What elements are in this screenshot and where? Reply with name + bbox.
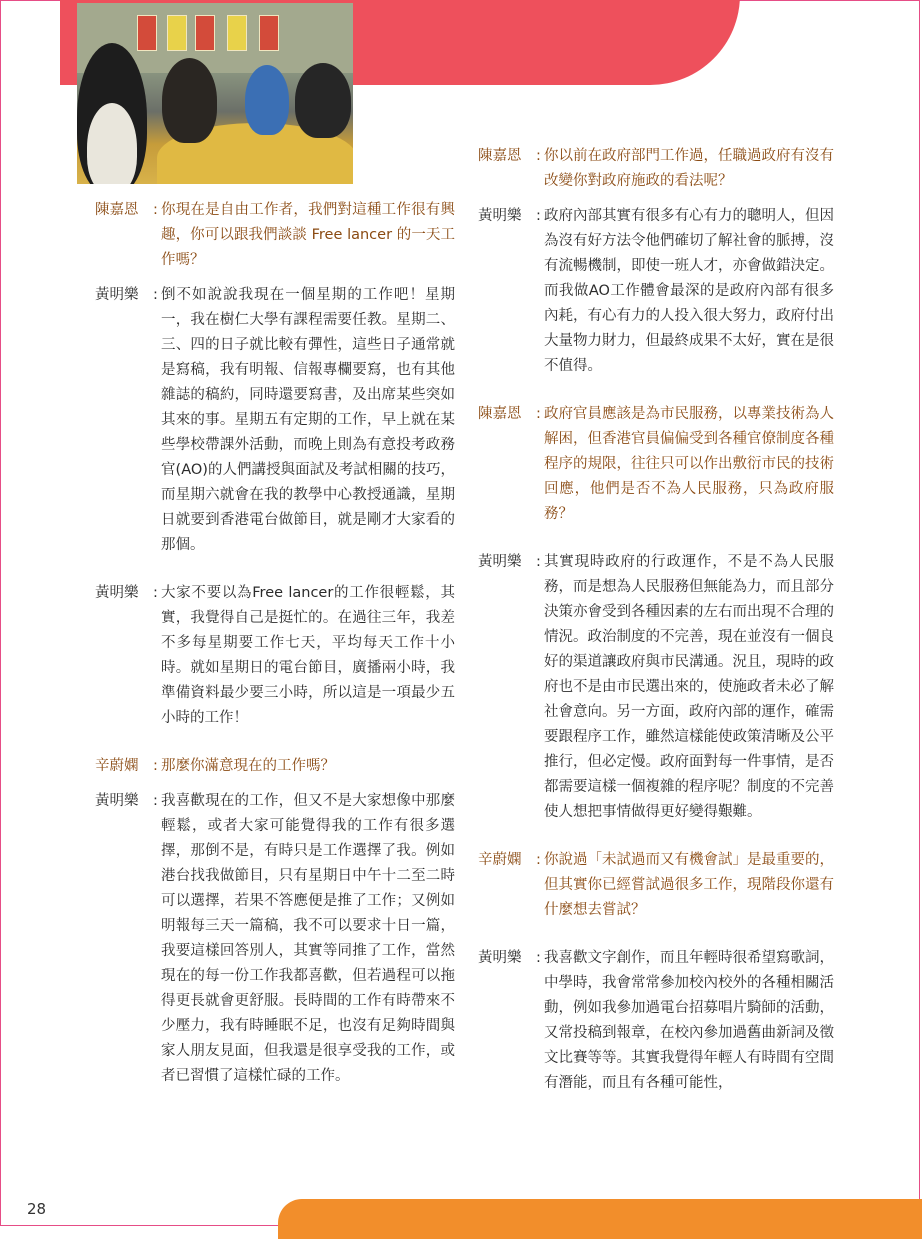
dialogue-entry: 黃明樂 : 其實現時政府的行政運作，不是不為人民服務，而是想為人民服務但無能為力，而且部分決策亦會受到各種因素的左右而出現不合理的情況。政治制度的不完善，現在並沒有一個良好的渠道讓政府與市民溝通。況且，現時的政府也不是由市民選出來的，使施政者未必了解社會意向。另一方面，政府內部的運作，確需要跟程序工作，雖然這樣能使政策清晰及公平推行，但必定慢。政府面對每一件事情，是否都需要這樣一個複雜的程序呢？制度的不完善使人想把事情做得更好變得艱難。	[478, 550, 834, 825]
dialogue-text: 其實現時政府的行政運作，不是不為人民服務，而是想為人民服務但無能為力，而且部分決策亦會受到各種因素的左右而出現不合理的情況。政治制度的不完善，現在並沒有一個良好的渠道讓政府與市民溝通。況且，現時的政府也不是由市民選出來的，使施政者未必了解社會意向。另一方面，政府內部的運作，確需要跟程序工作，雖然這樣能使政策清晰及公平推行，但必定慢。政府面對每一件事情，是否都需要這樣一個複雜的程序呢？制度的不完善使人想把事情做得更好變得艱難。	[544, 554, 834, 820]
speaker-name: 黃明樂	[95, 287, 139, 303]
dialogue-entry: 陳嘉恩 : 政府官員應該是為市民服務，以專業技術為人解困，但香港官員偏偏受到各種官僚制度各種程序的規限，往往只可以作出敷衍市民的技術回應，他們是否不為人民服務，只為政府服務？	[478, 402, 834, 527]
left-column	[95, 198, 455, 1089]
speaker-name: 陳嘉恩	[478, 406, 522, 422]
speaker-name: 辛蔚嫻	[95, 758, 139, 774]
speaker-name: 辛蔚嫻	[478, 852, 522, 868]
dialogue-entry: 辛蔚嫻 : 那麼你滿意現在的工作嗎？	[95, 754, 455, 779]
dialogue-text: 政府官員應該是為市民服務，以專業技術為人解困，但香港官員偏偏受到各種官僚制度各種程序的規限，往往只可以作出敷衍市民的技術回應，他們是否不為人民服務，只為政府服務？	[544, 406, 834, 522]
dialogue-text: 我喜歡文字創作，而且年輕時很希望寫歌詞，中學時，我會常常參加校內校外的各種相關活動，例如我參加過電台招募唱片騎師的活動，又常投稿到報章，在校內參加過舊曲新詞及徵文比賽等等。其實我覺得年輕人有時間有空間有潛能，而且有各種可能性，	[544, 950, 834, 1091]
dialogue-entry: 陳嘉恩 : 你以前在政府部門工作過，任職過政府有沒有改變你對政府施政的看法呢？	[478, 144, 834, 194]
speaker-name: 黃明樂	[478, 208, 522, 224]
dialogue-entry: 黃明樂 : 我喜歡文字創作，而且年輕時很希望寫歌詞，中學時，我會常常參加校內校外的各種相關活動，例如我參加過電台招募唱片騎師的活動，又常投稿到報章，在校內參加過舊曲新詞及徵文比賽等等。其實我覺得年輕人有時間有空間有潛能，而且有各種可能性，	[478, 946, 834, 1096]
dialogue-entry: 黃明樂 : 我喜歡現在的工作，但又不是大家想像中那麼輕鬆，或者大家可能覺得我的工作有很多選擇，那倒不是，有時只是工作選擇了我。例如港台找我做節目，只有星期日中午十二至二時可以選擇，若果不答應便是推了工作；又例如明報每三天一篇稿，我不可以要求十日一篇，我要這樣回答別人，其實等同推了工作，當然現在的每一份工作我都喜歡，但若過程可以拖得更長就會更舒服。長時間的工作有時帶來不少壓力，我有時睡眠不足，也沒有足夠時間與家人朋友見面，但我還是很享受我的工作，或者已習慣了這樣忙碌的工作。	[95, 789, 455, 1089]
page-number: 28	[27, 1200, 47, 1218]
right-column	[478, 144, 834, 1096]
dialogue-text: 你說過「未試過而又有機會試」是最重要的，但其實你已經嘗試過很多工作，現階段你還有什麼想去嘗試？	[544, 852, 834, 918]
dialogue-text: 你現在是自由工作者，我們對這種工作很有興趣，你可以跟我們談談 Free lancer 的一天工作嗎？	[161, 202, 455, 268]
dialogue-entry: 陳嘉恩 : 你現在是自由工作者，我們對這種工作很有興趣，你可以跟我們談談 Free lancer 的一天工作嗎？	[95, 198, 455, 273]
dialogue-text: 倒不如說說我現在一個星期的工作吧！星期一，我在樹仁大學有課程需要任教。星期二、三、四的日子就比較有彈性，這些日子通常就是寫稿，我有明報、信報專欄要寫，也有其他雜誌的稿約，同時還要寫書，及出席某些突如其來的事。星期五有定期的工作，早上就在某些學校帶課外活動，而晚上則為有意投考政務官(AO)的人們講授與面試及考試相關的技巧，而星期六就會在我的教學中心教授通識，星期日就要到香港電台做節目，就是剛才大家看的那個。	[161, 287, 455, 553]
dialogue-text: 政府內部其實有很多有心有力的聰明人，但因為沒有好方法令他們確切了解社會的脈搏，沒有流暢機制，即使一班人才，亦會做錯決定。而我做AO工作體會最深的是政府內部有很多內耗，有心有力的人投入很大努力，政府付出大量物力財力，但最終成果不太好，實在是很不值得。	[544, 208, 834, 374]
dialogue-text: 大家不要以為Free lancer的工作很輕鬆，其實，我覺得自己是挺忙的。在過往三年，我差不多每星期要工作七天，平均每天工作十小時。就如星期日的電台節目，廣播兩小時，我準備資料最少要三小時，所以這是一項最少五小時的工作！	[161, 585, 455, 726]
dialogue-entry: 黃明樂 : 倒不如說說我現在一個星期的工作吧！星期一，我在樹仁大學有課程需要任教。星期二、三、四的日子就比較有彈性，這些日子通常就是寫稿，我有明報、信報專欄要寫，也有其他雜誌的稿約，同時還要寫書，及出席某些突如其來的事。星期五有定期的工作，早上就在某些學校帶課外活動，而晚上則為有意投考政務官(AO)的人們講授與面試及考試相關的技巧，而星期六就會在我的教學中心教授通識，星期日就要到香港電台做節目，就是剛才大家看的那個。	[95, 283, 455, 558]
interview-photo	[77, 3, 353, 184]
dialogue-text: 那麼你滿意現在的工作嗎？	[161, 758, 335, 774]
speaker-name: 黃明樂	[478, 950, 522, 966]
dialogue-entry: 黃明樂 : 大家不要以為Free lancer的工作很輕鬆，其實，我覺得自己是挺忙的。在過往三年，我差不多每星期要工作七天，平均每天工作十小時。就如星期日的電台節目，廣播兩小時，我準備資料最少要三小時，所以這是一項最少五小時的工作！	[95, 581, 455, 731]
speaker-name: 黃明樂	[478, 554, 522, 570]
bottom-decoration	[278, 1199, 922, 1239]
speaker-name: 陳嘉恩	[478, 148, 522, 164]
dialogue-text: 你以前在政府部門工作過，任職過政府有沒有改變你對政府施政的看法呢？	[544, 148, 834, 189]
speaker-name: 黃明樂	[95, 585, 139, 601]
speaker-name: 陳嘉恩	[95, 202, 139, 218]
dialogue-entry: 辛蔚嫻 : 你說過「未試過而又有機會試」是最重要的，但其實你已經嘗試過很多工作，現階段你還有什麼想去嘗試？	[478, 848, 834, 923]
dialogue-entry: 黃明樂 : 政府內部其實有很多有心有力的聰明人，但因為沒有好方法令他們確切了解社會的脈搏，沒有流暢機制，即使一班人才，亦會做錯決定。而我做AO工作體會最深的是政府內部有很多內耗，有心有力的人投入很大努力，政府付出大量物力財力，但最終成果不太好，實在是很不值得。	[478, 204, 834, 379]
dialogue-text: 我喜歡現在的工作，但又不是大家想像中那麼輕鬆，或者大家可能覺得我的工作有很多選擇，那倒不是，有時只是工作選擇了我。例如港台找我做節目，只有星期日中午十二至二時可以選擇，若果不答應便是推了工作；又例如明報每三天一篇稿，我不可以要求十日一篇，我要這樣回答別人，其實等同推了工作，當然現在的每一份工作我都喜歡，但若過程可以拖得更長就會更舒服。長時間的工作有時帶來不少壓力，我有時睡眠不足，也沒有足夠時間與家人朋友見面，但我還是很享受我的工作，或者已習慣了這樣忙碌的工作。	[161, 793, 455, 1084]
speaker-name: 黃明樂	[95, 793, 139, 809]
